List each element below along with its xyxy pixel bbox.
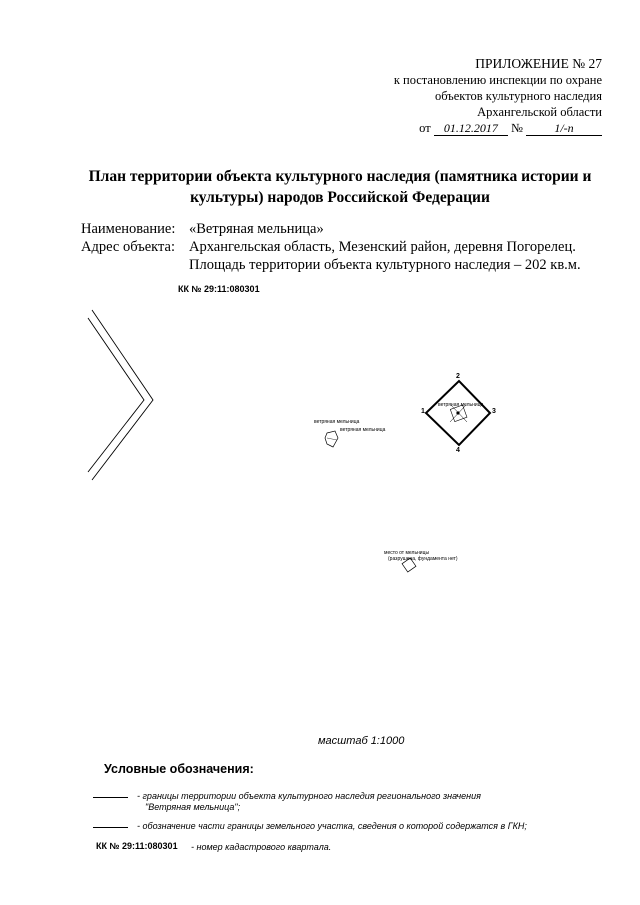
object-address-label: Адрес объекта: [81,239,175,255]
point-label-4: 4 [456,447,460,454]
legend-item-territory [137,791,481,813]
point-label-2: 2 [456,373,460,380]
map-label-mill-1: ветряная мельница [438,402,484,408]
legend-cadastral-code: КК № 29:11:080301 [96,841,178,851]
object-name-label: Наименование: [81,221,176,237]
document-title-line-2: культуры) народов Российской Федерации [190,189,490,206]
annex-line-3: Архангельской области [477,105,602,119]
cadastral-number-top: КК № 29:11:080301 [178,284,260,294]
point-label-1: 1 [421,408,425,415]
annex-date: 01.12.2017 [434,122,508,136]
annex-line-2: объектов культурного наследия [435,89,602,103]
legend-item-cadastral: - обозначение части границы земельного участка, сведения о которой содержатся в ГКН; [137,821,527,831]
annex-number-label: № [510,121,523,135]
map-label-mill-3: ветряная мельница [340,427,386,433]
object-name-value: «Ветряная мельница» [189,221,324,237]
annex-from-label: от [419,121,431,135]
map-label-foundation-1: место от мельницы [384,550,430,556]
map-scale: масштаб 1:1000 [318,735,405,747]
annex-title: ПРИЛОЖЕНИЕ № 27 [475,56,602,71]
annex-line-1: к постановлению инспекции по охране [393,73,602,87]
legend-title: Условные обозначения: [104,762,254,776]
map-label-mill-2: ветряная мельница [314,419,360,425]
object-area-value: Площадь территории объекта культурного наследия – 202 кв.м. [189,257,581,273]
legend-line-cadastral [93,827,128,828]
point-label-3: 3 [492,408,496,415]
legend-line-territory [93,797,128,798]
map-label-foundation-2: (разрушена, фундамента нет) [388,556,458,562]
document-title-line-1: План территории объекта культурного наследия (памятника истории и [88,168,592,185]
legend-item-territory-line-2: "Ветряная мельница"; [145,802,241,812]
object-address-value: Архангельская область, Мезенский район, деревня Погорелец. [189,239,576,255]
annex-number: 1/-п [526,122,602,136]
legend-item-quarter: - номер кадастрового квартала. [191,842,332,852]
legend-item-territory-line-1: - границы территории объекта культурного наследия регионального значения [137,791,481,801]
